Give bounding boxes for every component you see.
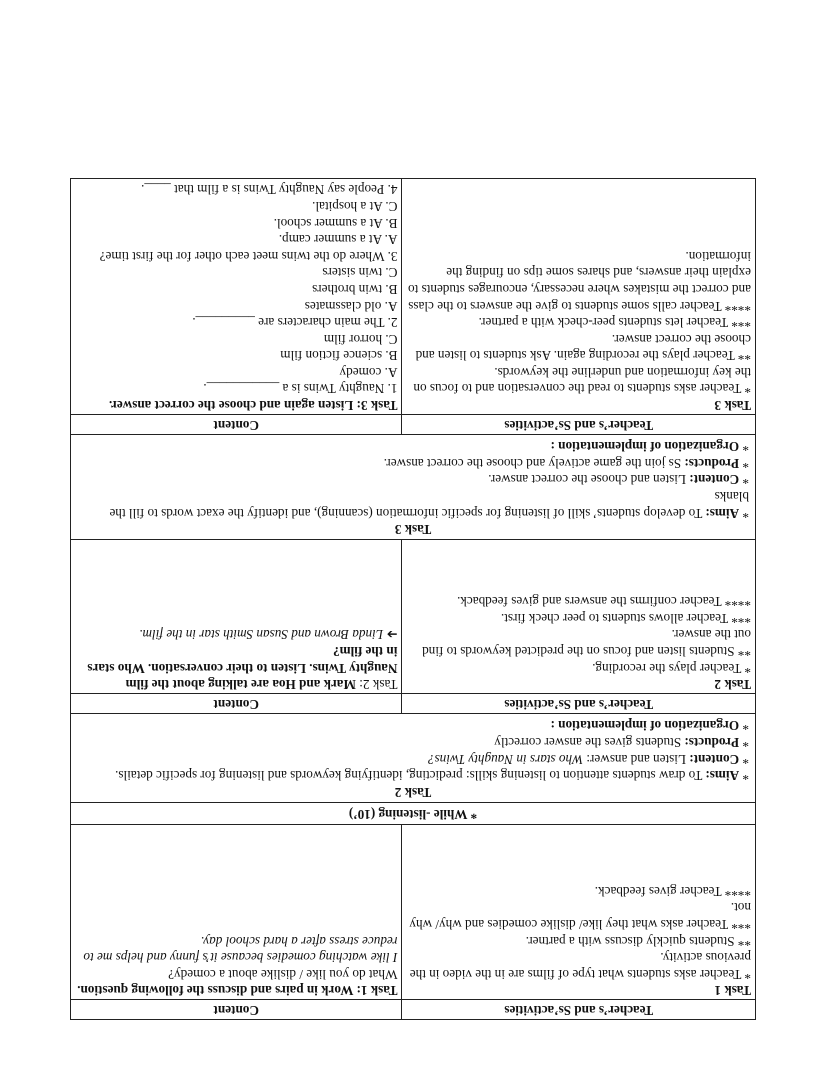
task3-title: Task 3 [714,398,751,414]
task1-title: Task 1 [714,983,751,999]
activity-line: * Teacher plays the recording. [592,660,751,676]
task2-info-cell: Task 2 * Aims: To draw students attention to listening skills: predicting, identifying keywords and listening for specific details. * Content: Listen and answer: Who stars in Naughty Twins? * Products: Students gives the answer correctly * Organization of implementation : [71,713,756,802]
option-line: A. old classmates [304,298,398,314]
task1-content-heading: Task 1: Work in pairs and discuss the following question. [77,983,398,999]
question-line: 4. People say Naughty Twins is a film that ____. [141,182,398,198]
organization-colon: : [550,439,559,455]
option-line: A. At a summer camp. [278,232,398,248]
task1-table [70,713,756,1020]
activity-line: ** Teacher plays the recording again. Ask students to listen and choose the correct answer. [415,331,751,364]
task3-info-cell: Task 3 * Aims: To develop students’ skill of listening for specific information (scanning), and identify the exact words to fill the blanks * Content: Listen and choose the correct answer. * Products: Ss join the game actively and choose the correct answer. * Organization of implementation : [71,434,756,540]
question-line: 1. Naughty Twins is a ___________. [203,381,398,397]
aims-label: Aims: [705,768,740,784]
question-line: 3. Where do the twins meet each other for the first time? [99,248,398,264]
while-listening-heading: * While -listening (10’) [71,802,756,825]
products-label: Products: [684,455,740,471]
content-text: Listen and choose the correct answer. [488,472,686,488]
table-header-row [71,694,756,714]
option-line: C. horror film [323,331,398,347]
aims-text: To draw students attention to listening skills: predicting, identifying keywords and listening for specific details. [115,768,703,784]
activity-line: ** Students quickly discuss with a partner. [525,933,751,949]
task3-info-row [71,434,756,540]
task1-content-cell [71,825,402,1000]
products-text: Ss join the game actively and choose the correct answer. [383,455,682,471]
activity-line: *** Teacher asks what they like/ dislike comedies and why/ why not. [409,900,751,933]
header-content: Content [71,1000,402,1020]
task3-content-cell [71,178,402,414]
option-line: B. twin brothers [312,281,398,297]
products-text: Students gives the answer correctly [494,735,682,751]
header-activities: Teacher’s and Ss’activities [402,1000,756,1020]
activity-line: * Teacher asks students what type of films are in the video in the previous activity. [409,950,751,982]
organization-label: Organization of implementation [558,718,740,734]
task3-table [70,178,756,435]
table-row [71,540,756,694]
content-text: Listen and answer: [586,751,686,767]
content-question: Who stars in Naughty Twins? [427,751,584,767]
table-header-row [71,415,756,435]
content-label: Content: [689,472,740,488]
option-line: B. science fiction film [280,348,398,364]
task1-activities-cell [402,825,756,1000]
activity-line: **** Teacher calls some students to give the answers to the class and correct the mistakes where necessary, encourages students to explain their answers, and shares some tips on finding the information. [408,248,751,314]
activity-line: **** Teacher confirms the answers and gives feedback. [457,594,751,610]
task3-content-heading: Task 3: Listen again and choose the correct answer. [108,398,398,414]
task2-info-title: Task 2 [394,784,432,800]
task2-content-prefix: Task 2: [355,677,398,693]
question-line: 2. The main characters are _________. [192,315,398,331]
activity-line: *** Teacher lets students peer-check with a partner. [478,315,751,331]
header-content: Content [71,415,402,435]
option-line: C. twin sisters [322,265,398,281]
aims-label: Aims: [705,505,740,521]
task1-sample-answer: I like watching comedies because it’s funny and helps me to reduce stress after a hard school day. [83,933,398,966]
option-line: B. At a summer school. [273,215,398,231]
table-header-row [71,1000,756,1020]
aims-text: To develop students’ skill of listening for specific information (scanning), and identify the exact words to fill the blanks [109,489,749,521]
header-activities: Teacher’s and Ss’activities [402,415,756,435]
products-label: Products: [684,735,740,751]
option-line: C. At a hospital. [312,198,398,214]
option-line: A. comedy [339,364,398,380]
task2-activities-cell [402,540,756,694]
task2-sample-answer: Linda Brown and Susan Smith star in the film. [139,627,384,643]
task3-info-title: Task 3 [394,522,432,538]
header-activities: Teacher’s and Ss’activities [402,694,756,714]
table-row [71,825,756,1000]
activity-line: **** Teacher gives feedback. [594,883,751,899]
task1-question: What do you like / dislike about a comedy? [168,966,398,982]
organization-label: Organization of implementation [558,439,740,455]
header-content: Content [71,694,402,714]
table-row [71,178,756,414]
arrow-right-icon: ➔ [386,627,398,643]
while-listening-row [71,802,756,825]
task2-info-row [71,713,756,802]
task3-activities-cell [402,178,756,414]
task2-title: Task 2 [714,677,751,693]
task2-content-cell [71,540,402,694]
task2-content-heading: Mark and Hoa are talking about the film Naughty Twins. Listen to their conversation. Who stars in the film? [87,644,398,693]
task2-table [70,434,756,714]
lesson-plan-sheet [70,58,756,1020]
organization-colon: : [550,718,559,734]
activity-line: ** Students listen and focus on the predicted keywords to find out the answer. [422,627,751,660]
activity-line: * Teacher asks students to read the conversation and to focus on the key information and underline the keywords. [413,364,751,397]
content-label: Content: [689,751,740,767]
activity-line: *** Teacher allows students to peer check first. [500,610,751,626]
